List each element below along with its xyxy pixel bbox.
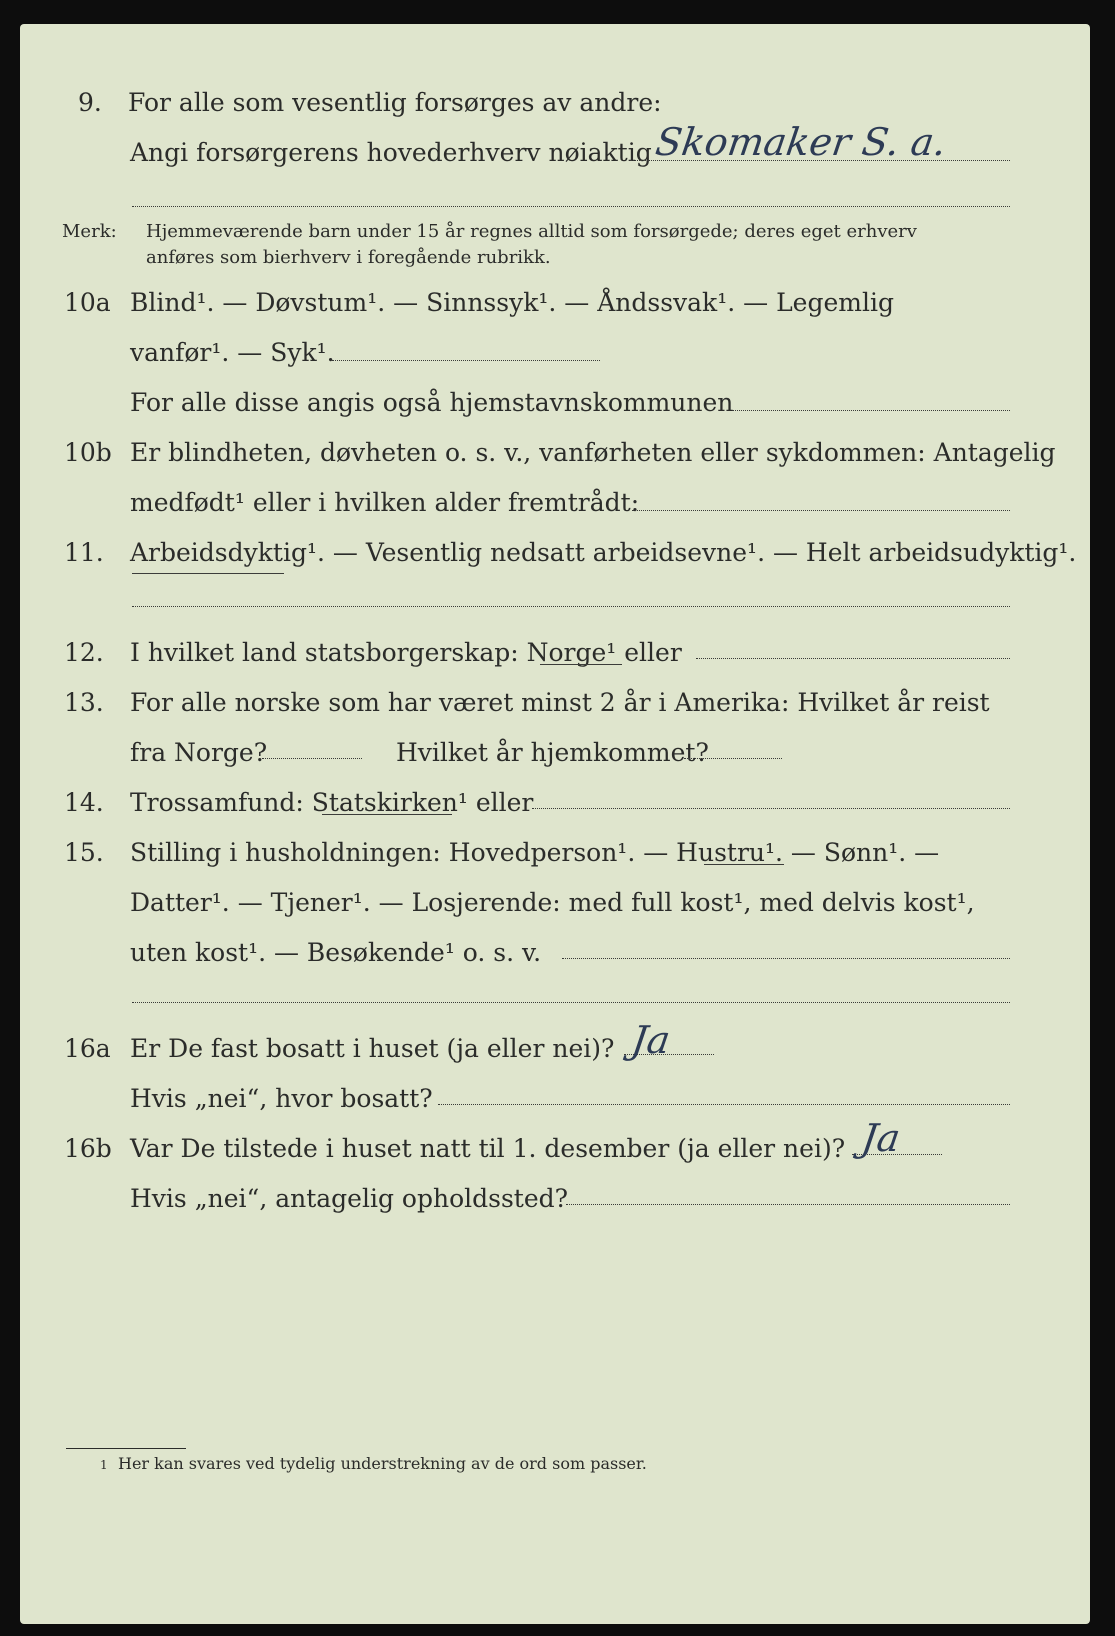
merk-line2: anføres som bierhverv i foregående rubrikk. bbox=[146, 247, 551, 268]
q11-line1: Arbeidsdyktig¹. — Vesentlig nedsatt arbeidsevne¹. — Helt arbeidsudyktig¹. bbox=[130, 538, 1077, 567]
q14-answer-line bbox=[532, 808, 1010, 809]
q15-line2: Datter¹. — Tjener¹. — Losjerende: med full kost¹, med delvis kost¹, bbox=[130, 888, 975, 917]
q10a-number: 10a bbox=[64, 288, 111, 317]
q9-line2: Angi forsørgerens hovederhverv nøiaktig bbox=[130, 138, 652, 167]
q16b-handwritten-answer: Ja bbox=[858, 1116, 903, 1160]
q16b-number: 16b bbox=[64, 1134, 112, 1163]
q15-number: 15. bbox=[64, 838, 104, 867]
q14-number: 14. bbox=[64, 788, 104, 817]
q14-statskirken-underline bbox=[322, 814, 452, 815]
footnote-mark: 1 bbox=[100, 1458, 108, 1472]
q10b-answer-line bbox=[632, 510, 1010, 511]
q16b-line2: Hvis „nei“, antagelig opholdssted? bbox=[130, 1184, 569, 1213]
q13-number: 13. bbox=[64, 688, 104, 717]
q13-line2a: fra Norge? bbox=[130, 738, 268, 767]
q12-line1: I hvilket land statsborgerskap: Norge¹ eller bbox=[130, 638, 682, 667]
q15-line3: uten kost¹. — Besøkende¹ o. s. v. bbox=[130, 938, 542, 967]
q15-extra-line bbox=[132, 1002, 1010, 1003]
q13-line1: For alle norske som har været minst 2 år i Amerika: Hvilket år reist bbox=[130, 688, 990, 717]
q11-number: 11. bbox=[64, 538, 104, 567]
merk-line1: Hjemmeværende barn under 15 år regnes alltid som forsørgede; deres eget erhverv bbox=[146, 221, 917, 242]
q16a-bosatt-line bbox=[438, 1104, 1010, 1105]
q12-answer-line bbox=[696, 658, 1010, 659]
q12-norge-underline bbox=[540, 664, 622, 665]
q13-reist-line bbox=[262, 758, 362, 759]
q9-handwritten-answer: Skomaker S. a. bbox=[652, 120, 950, 164]
q9-number: 9. bbox=[78, 88, 102, 117]
q15-answer-line bbox=[562, 958, 1010, 959]
footnote-text: Her kan svares ved tydelig understrekning av de ord som passer. bbox=[118, 1454, 647, 1473]
q16a-line1: Er De fast bosatt i huset (ja eller nei)? bbox=[130, 1034, 615, 1063]
q15-hustru-underline bbox=[704, 864, 784, 865]
q16a-handwritten-answer: Ja bbox=[628, 1018, 673, 1062]
q9-extra-line bbox=[132, 206, 1010, 207]
merk-label: Merk: bbox=[62, 221, 117, 242]
q11-extra-line bbox=[132, 606, 1010, 607]
q16b-line1: Var De tilstede i huset natt til 1. desember (ja eller nei)? bbox=[130, 1134, 846, 1163]
q10a-answer-line bbox=[332, 360, 600, 361]
q10b-line1: Er blindheten, døvheten o. s. v., vanførheten eller sykdommen: Antagelig bbox=[130, 438, 1056, 467]
q14-line1: Trossamfund: Statskirken¹ eller bbox=[130, 788, 534, 817]
q13-hjemkommet-line bbox=[684, 758, 782, 759]
q16a-line2: Hvis „nei“, hvor bosatt? bbox=[130, 1084, 433, 1113]
q10a-hjemstavn-line bbox=[732, 410, 1010, 411]
q12-number: 12. bbox=[64, 638, 104, 667]
q13-line2b: Hvilket år hjemkommet? bbox=[396, 738, 709, 767]
q10b-number: 10b bbox=[64, 438, 112, 467]
q9-line1: For alle som vesentlig forsørges av andre: bbox=[128, 88, 662, 117]
q10a-line3: For alle disse angis også hjemstavnskommunen bbox=[130, 388, 734, 417]
q16a-number: 16a bbox=[64, 1034, 111, 1063]
q15-line1: Stilling i husholdningen: Hovedperson¹. — Hustru¹. — Sønn¹. — bbox=[130, 838, 940, 867]
footnote-rule bbox=[66, 1448, 186, 1449]
q10a-line2: vanfør¹. — Syk¹. bbox=[130, 338, 335, 367]
q10b-line2: medfødt¹ eller i hvilken alder fremtrådt: bbox=[130, 488, 640, 517]
q16b-opholdssted-line bbox=[566, 1204, 1010, 1205]
q10a-line1: Blind¹. — Døvstum¹. — Sinnssyk¹. — Åndssvak¹. — Legemlig bbox=[130, 288, 894, 317]
q11-underline-mark bbox=[132, 573, 284, 574]
census-form-page bbox=[20, 24, 1090, 1624]
